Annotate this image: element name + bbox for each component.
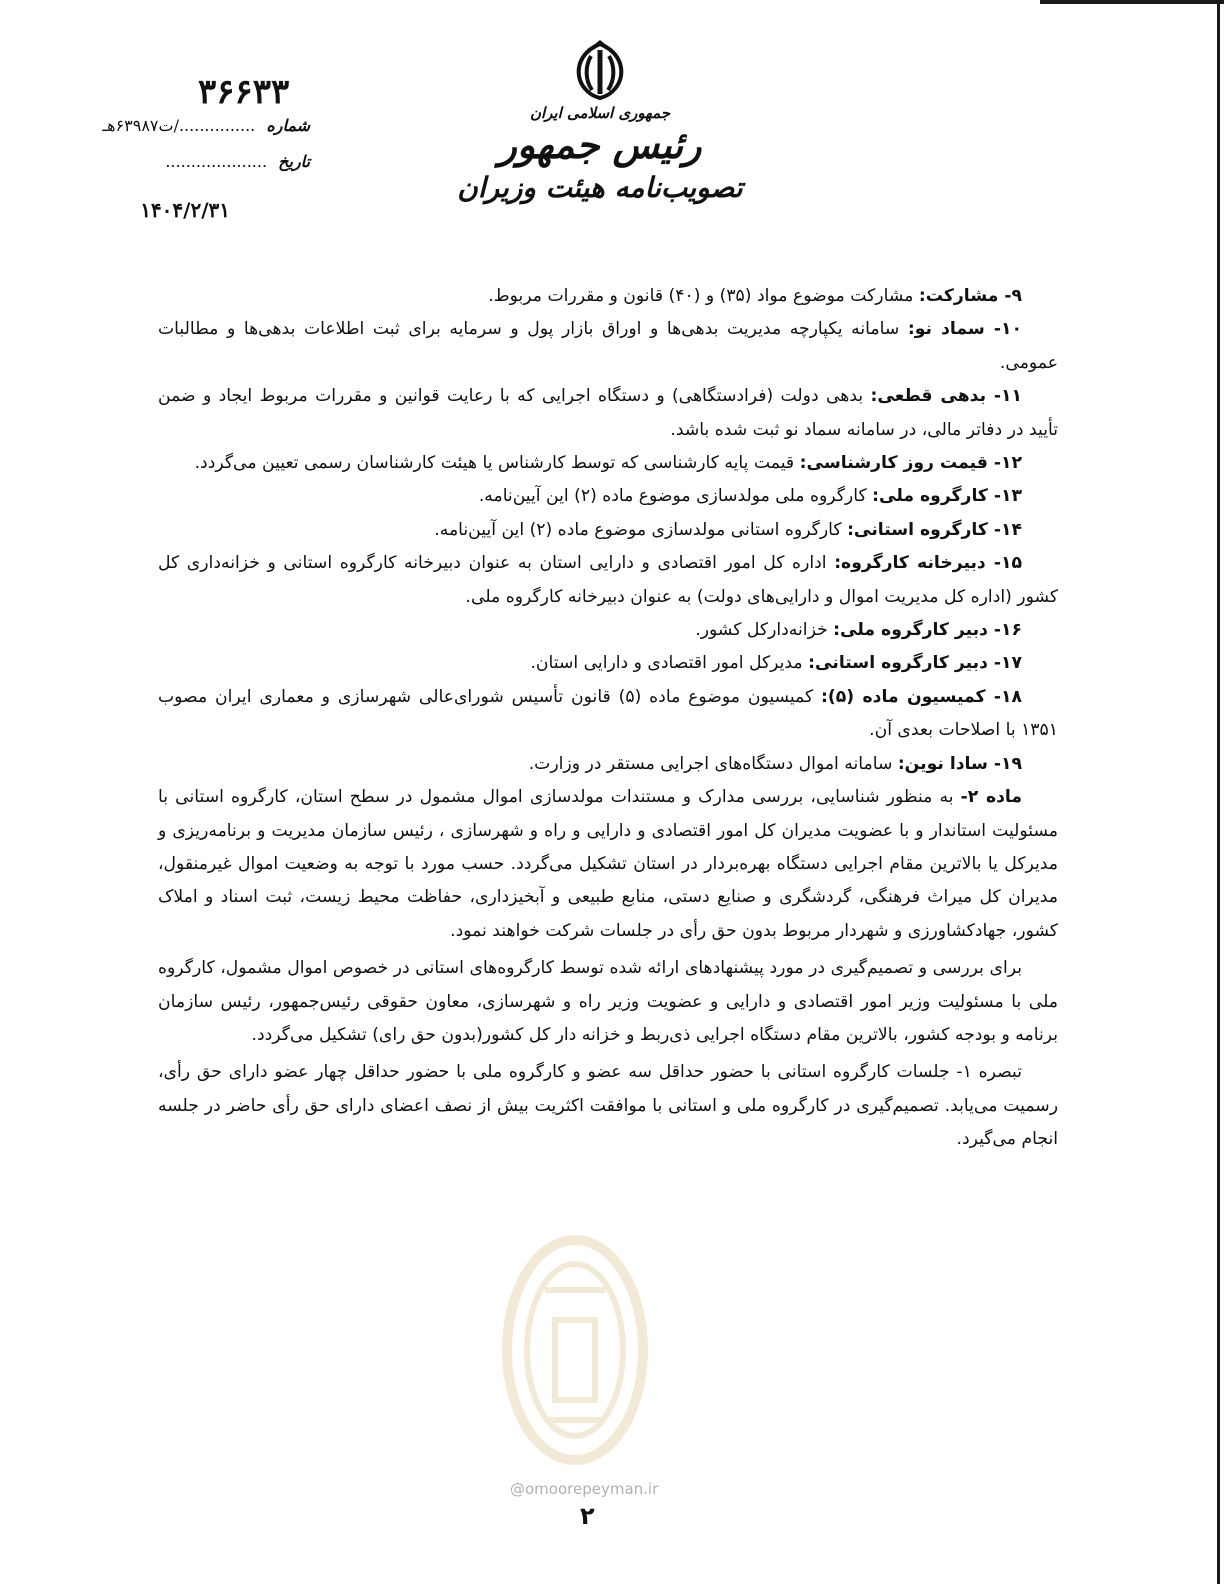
number-value: .............../ت۶۳۹۸۷هـ	[102, 116, 256, 135]
paragraph-item-12	[158, 447, 1058, 480]
header-president: رئیس جمهور	[498, 122, 702, 167]
number-row	[102, 116, 310, 135]
paragraph-item-16	[158, 614, 1058, 647]
handwritten-number: ۳۶۶۳۳	[198, 72, 290, 112]
definition: اداره کل امور اقتصادی و دارایی استان به عنوان دبیرخانه کارگروه استانی و خزانه‌داری کل کشور (اداره کل مدیریت اموال و دارایی‌های دولت) به عنوان دبیرخانه کارگروه ملی.	[158, 553, 1058, 607]
definition: سامانه یکپارچه مدیریت بدهی‌ها و اوراق بازار پول و سرمایه برای ثبت اطلاعات بدهی‌ها و مطالبات عمومی.	[158, 319, 1058, 373]
paragraph-item-15	[158, 547, 1058, 614]
definition: کمیسیون موضوع ماده (۵) قانون تأسیس شورای‌عالی شهرسازی و معماری ایران مصوب ۱۳۵۱ با اصلاحات بعدی آن.	[158, 686, 1058, 741]
definition: بدهی دولت (فرادستگاهی) و دستگاه اجرایی که با رعایت قوانین و مقررات مربوط ایجاد و ضمن تأیید در دفاتر مالی، در سامانه سماد نو ثبت شده باشد.	[158, 386, 1058, 440]
paragraph-item-17	[158, 647, 1058, 680]
paragraph-item-19	[158, 748, 1058, 781]
definition: مشارکت موضوع مواد (۳۵) و (۴۰) قانون و مقررات مربوط.	[488, 286, 919, 306]
term: ۱۲- قیمت روز کارشناسی:	[799, 453, 1022, 474]
term: ۱۰- سماد نو:	[907, 319, 1022, 340]
definition: مدیرکل امور اقتصادی و دارایی استان.	[530, 653, 809, 674]
paragraph-item-18	[158, 681, 1058, 748]
term: ۱۳- کارگروه ملی:	[872, 486, 1022, 507]
term: ماده ۲-	[960, 787, 1023, 808]
term: ۹- مشارکت:	[918, 286, 1022, 306]
term: ۱۶- دبیر کارگروه ملی:	[833, 620, 1022, 641]
watermark-seal-icon	[500, 1230, 650, 1490]
header-republic: جمهوری اسلامی ایران	[529, 104, 671, 122]
paragraph-item-11	[158, 380, 1058, 447]
page-number: ۲	[580, 1502, 595, 1530]
paragraph-item-14	[158, 514, 1058, 547]
definition: تبصره ۱- جلسات کارگروه استانی با حضور حداقل سه عضو و کارگروه ملی با حضور حداقل چهار عضو دارای حق رأی، رسمیت می‌یابد. تصمیم‌گیری در کارگروه ملی و استانی با موافقت اکثریت بیش از نصف اعضای دارای حق رأی حاضر در جلسه انجام می‌گیرد.	[158, 1062, 1058, 1150]
date-label: تاریخ	[278, 152, 310, 171]
term: ۱۵- دبیرخانه کارگروه:	[834, 553, 1022, 574]
iran-emblem-icon	[565, 40, 635, 102]
page-border-top	[1040, 0, 1224, 4]
term: ۱۷- دبیر کارگروه استانی:	[808, 653, 1022, 674]
term: ۱۴- کارگروه استانی:	[847, 519, 1022, 540]
term: ۱۸- کمیسیون ماده (۵):	[821, 686, 1022, 707]
definition: سامانه اموال دستگاه‌های اجرایی مستقر در وزارت.	[528, 753, 898, 774]
document-body	[158, 280, 1058, 1157]
watermark-text: @omoorepeyman.ir	[510, 1480, 659, 1498]
definition: کارگروه استانی مولدسازی موضوع ماده (۲) این آیین‌نامه.	[434, 519, 848, 540]
paragraph-national-working-group	[158, 952, 1058, 1052]
date-row	[165, 152, 310, 171]
definition: برای بررسی و تصمیم‌گیری در مورد پیشنهادهای ارائه شده توسط کارگروه‌های استانی در خصوص اموال مشمول، کارگروه ملی با مسئولیت وزیر امور اقتصادی و دارایی و عضویت وزیر راه و شهرسازی، معاون حقوقی رئیس‌جمهور، رئیس سازمان برنامه و بودجه کشور، بالاترین مقام دستگاه اجرایی ذی‌ربط و خزانه دار کل کشور(بدون حق رای) تشکیل می‌گردد.	[158, 958, 1058, 1045]
paragraph-article-2	[158, 781, 1058, 948]
paragraph-item-10	[158, 313, 1058, 380]
paragraph-item-9	[158, 280, 1058, 313]
page-border-right	[1217, 0, 1220, 1584]
definition: به منظور شناسایی، بررسی مدارک و مستندات مولدسازی اموال مشمول در سطح استان، کارگروه استانی با مسئولیت استاندار و با عضویت مدیران کل امور اقتصادی و دارایی و راه و شهرسازی ، رئیس سازمان مدیریت و برنامه‌ریزی و مدیرکل یا بالاترین مقام اجرایی دستگاه بهره‌بردار در استان تشکیل می‌گردد. حسب مورد با توجه به وضعیت اموال غیرمنقول، مدیران کل میراث فرهنگی، گردشگری و صنایع دستی، منابع طبیعی و آبخیزداری، حفاظت محیط زیست، ثبت اسناد و املاک کشور، جهادکشاورزی و شهردار مربوط بدون حق رأی در جلسات شرکت خواهند نمود.	[158, 787, 1058, 941]
header-approval: تصویب‌نامه هیئت وزیران	[457, 171, 743, 204]
definition: خزانه‌دارکل کشور.	[695, 620, 834, 641]
definition: قیمت پایه کارشناسی که توسط کارشناس یا هیئت کارشناسان رسمی تعیین می‌گردد.	[194, 453, 800, 474]
term: ۱۹- سادا نوین:	[897, 753, 1022, 774]
handwritten-date: ۱۴۰۴/۲/۳۱	[140, 198, 230, 222]
date-value: ....................	[165, 152, 268, 171]
letterhead	[440, 40, 760, 250]
term: ۱۱- بدهی قطعی:	[870, 386, 1023, 407]
definition: کارگروه ملی مولدسازی موضوع ماده (۲) این آیین‌نامه.	[478, 486, 873, 507]
number-label: شماره	[266, 116, 310, 135]
paragraph-item-13	[158, 480, 1058, 513]
paragraph-note-1	[158, 1056, 1058, 1156]
